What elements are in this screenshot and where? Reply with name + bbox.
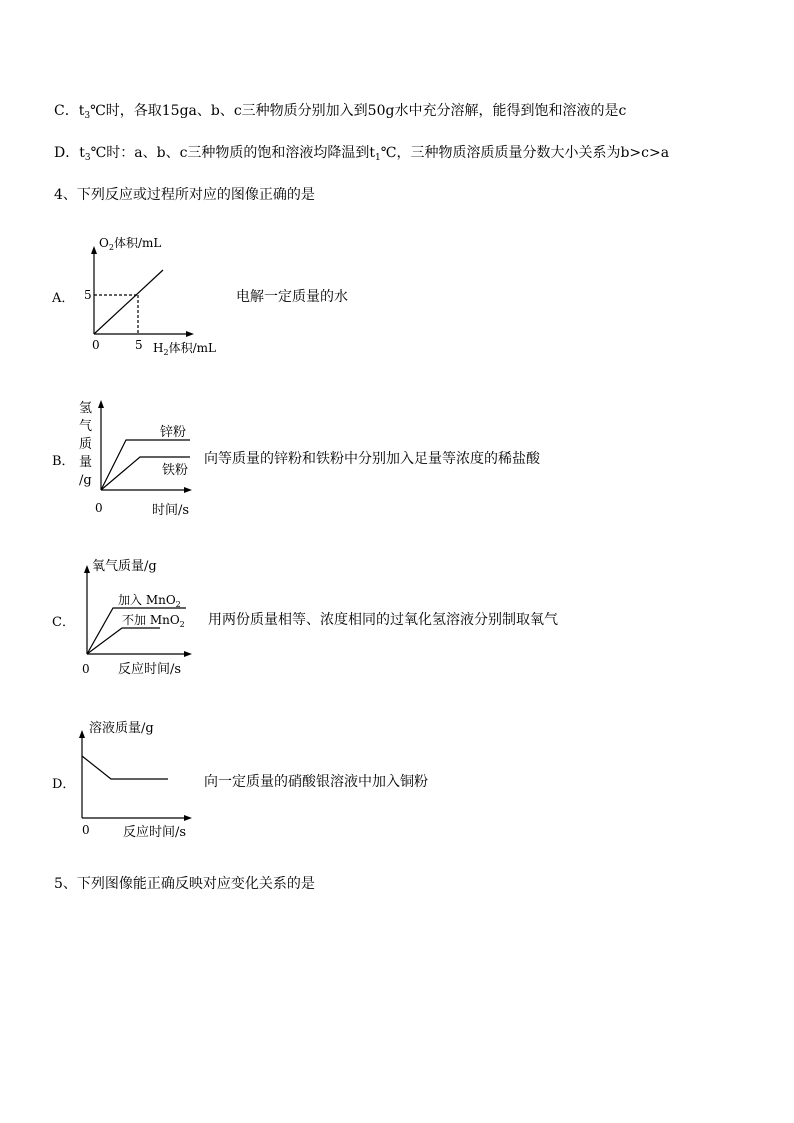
x-axis-label: 反应时间/s bbox=[118, 662, 182, 677]
option-text: ℃时：a、b、c三种物质的饱和溶液均降温到t bbox=[90, 145, 376, 161]
x-axis-label: $H_2$体积/mL bbox=[153, 341, 216, 357]
series-iron-label: 铁粉 bbox=[162, 463, 189, 478]
question-4: 4、下列反应或过程所对应的图像正确的是 bbox=[54, 187, 315, 203]
data-line bbox=[82, 756, 168, 779]
t-subscript: 3 bbox=[84, 153, 91, 163]
y-axis-label: 氧气质量/g bbox=[92, 559, 157, 574]
series-mno2-label: 加入 MnO$_2$ bbox=[118, 593, 181, 609]
x-axis-label: 时间/s bbox=[152, 503, 190, 518]
y-axis-label: 溶液质量/g bbox=[89, 721, 154, 736]
t-symbol: t bbox=[78, 103, 85, 119]
origin-label: 0 bbox=[82, 823, 90, 837]
t-subscript: 3 bbox=[84, 111, 91, 121]
x-axis-arrow-icon bbox=[184, 815, 192, 821]
y-axis-label: 氢 气 质 量 /g bbox=[79, 401, 93, 488]
option-label: D． bbox=[54, 145, 80, 161]
option-d-description: 向一定质量的硝酸银溶液中加入铜粉 bbox=[204, 774, 428, 790]
option-label: C． bbox=[54, 103, 79, 119]
series-zinc-label: 锌粉 bbox=[160, 425, 187, 440]
option-b-label: B． bbox=[52, 454, 75, 469]
series-no-mno2-label: 不加 MnO$_2$ bbox=[122, 613, 185, 629]
y-tick-label: 5 bbox=[84, 288, 92, 302]
option-a-label: A． bbox=[52, 291, 75, 306]
option-text: ℃，三种物质溶质质量分数大小关系为b>c>a bbox=[380, 145, 670, 161]
option-b-description: 向等质量的锌粉和铁粉中分别加入足量等浓度的稀盐酸 bbox=[204, 451, 540, 467]
option-d-label: D． bbox=[52, 777, 76, 792]
origin-label: 0 bbox=[95, 501, 103, 515]
y-axis-label: $O_2$体积/mL bbox=[99, 236, 162, 252]
option-a-description: 电解一定质量的水 bbox=[236, 289, 348, 305]
option-c-description: 用两份质量相等、浓度相同的过氧化氢溶液分别制取氧气 bbox=[208, 612, 558, 628]
t-symbol: t bbox=[79, 145, 85, 161]
origin-label: 0 bbox=[82, 662, 90, 676]
option-c-label: C． bbox=[52, 615, 75, 630]
question-5: 5、下列图像能正确反映对应变化关系的是 bbox=[54, 876, 315, 892]
x-tick-label: 5 bbox=[135, 338, 143, 352]
option-text: ℃时，各取15ga、b、c三种物质分别加入到50g水中充分溶解，能得到饱和溶液的是c bbox=[90, 103, 627, 119]
t-subscript: 1 bbox=[375, 153, 381, 163]
y-axis-arrow-icon bbox=[79, 730, 85, 738]
origin-label: 0 bbox=[92, 338, 100, 352]
x-axis-label: 反应时间/s bbox=[123, 825, 187, 840]
